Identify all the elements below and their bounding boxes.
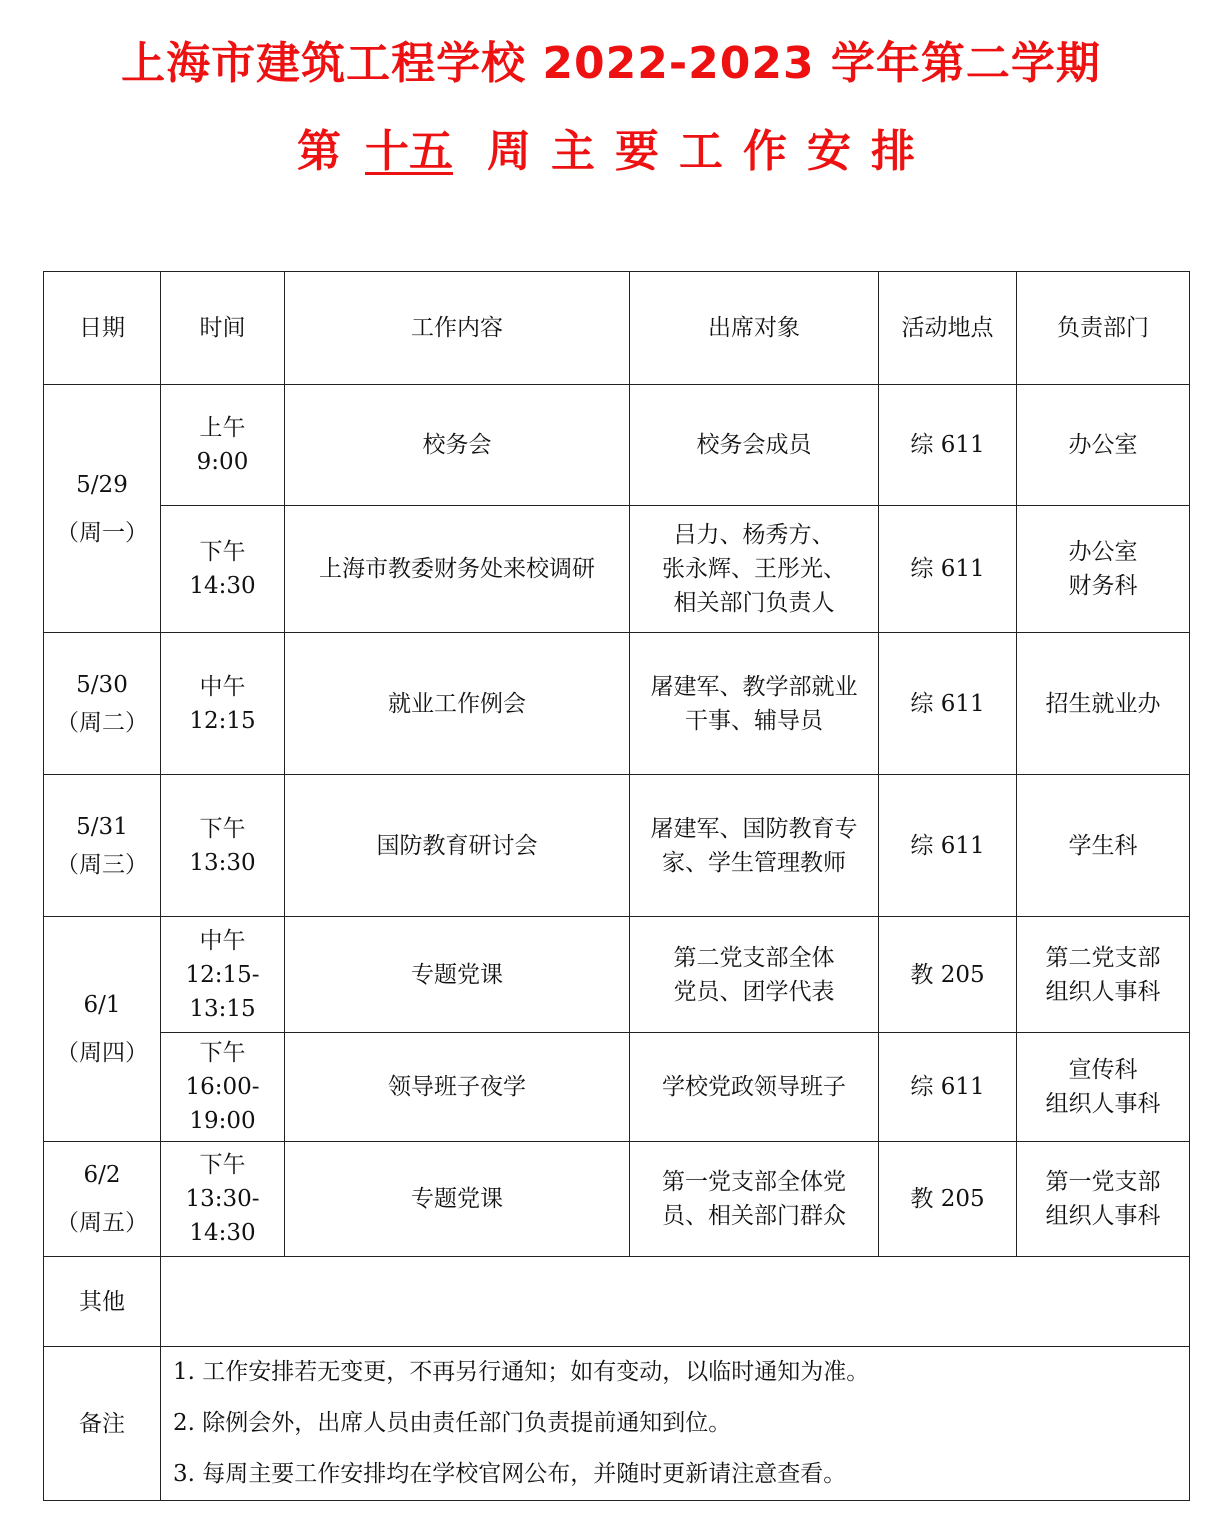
title-char: 排 [871,126,915,177]
dept-line: 组织人事科 [1045,1203,1161,1229]
time-value: 9:00 [196,449,249,475]
time-period: 上午 [199,415,246,441]
attendees-cell [630,506,879,633]
attendee-line: 党员、团学代表 [673,978,835,1005]
attendee-line: 吕力、杨秀方、 [673,522,835,548]
date-text: 6/1 [83,992,121,1018]
dept-line: 招生就业办 [1045,690,1161,717]
header-location: 活动地点 [879,272,1017,385]
date-cell [44,633,161,775]
title-char: 工 [679,126,723,177]
note-item: 1. 工作安排若无变更，不再另行通知；如有变动，以临时通知为准。 [173,1359,870,1385]
attendee-line: 第一党支部全体党 [662,1169,846,1195]
dept-cell [1017,1142,1190,1257]
time-value: 13:30- [185,1186,260,1212]
time-period: 中午 [199,673,246,700]
content-cell: 国防教育研讨会 [285,775,630,917]
attendee-line: 校务会成员 [696,432,812,458]
dept-cell [1017,917,1190,1033]
location-cell: 综 611 [879,775,1017,917]
header-attendees: 出席对象 [630,272,879,385]
header-time: 时间 [161,272,285,385]
attendees-cell [630,1142,879,1257]
time-period: 下午 [199,1040,246,1066]
time-period: 下午 [199,815,246,842]
other-row [44,1257,1190,1347]
time-value: 12:15- [185,961,260,988]
time-cell [161,385,285,506]
date-text: 6/2 [83,1162,121,1188]
week-prefix: 第 [297,126,341,177]
time-period: 中午 [199,927,246,954]
dept-line: 学生科 [1068,832,1138,859]
attendee-line: 干事、辅导员 [685,707,823,734]
dept-cell [1017,633,1190,775]
table-row [44,917,1190,1033]
week-title [0,122,1222,182]
weekday-text: （周四） [56,1040,148,1066]
location-cell: 综 611 [879,1033,1017,1142]
time-cell [161,775,285,917]
notes-row [44,1347,1190,1501]
time-cell [161,1142,285,1257]
attendees-cell [630,775,879,917]
table-row [44,1142,1190,1257]
content-cell: 上海市教委财务处来校调研 [285,506,630,633]
notes-content [161,1347,1190,1501]
date-text: 5/31 [76,813,128,840]
attendees-cell [630,633,879,775]
other-content [161,1257,1190,1347]
attendees-cell [630,917,879,1033]
attendees-cell [630,385,879,506]
week-number: 十五 [365,126,453,177]
notes-label: 备注 [44,1347,161,1501]
date-text: 5/30 [76,671,128,698]
content-cell: 专题党课 [285,1142,630,1257]
table-row [44,775,1190,917]
title-char: 主 [551,126,595,177]
attendee-line: 相关部门负责人 [673,590,835,616]
time-cell [161,1033,285,1142]
date-cell [44,775,161,917]
table-row [44,385,1190,506]
header-row [44,272,1190,385]
time-period: 下午 [199,1152,246,1178]
time-value: 16:00- [185,1074,260,1100]
dept-line: 办公室 [1068,539,1138,565]
attendees-cell [630,1033,879,1142]
dept-cell [1017,1033,1190,1142]
time-cell [161,633,285,775]
content-cell: 专题党课 [285,917,630,1033]
time-value: 19:00 [189,1108,256,1134]
table-row [44,1033,1190,1142]
dept-line: 组织人事科 [1045,1091,1161,1117]
title-char: 作 [743,126,787,177]
header-date: 日期 [44,272,161,385]
content-cell: 就业工作例会 [285,633,630,775]
time-cell [161,917,285,1033]
dept-cell [1017,506,1190,633]
date-cell [44,1142,161,1257]
dept-line: 宣传科 [1068,1057,1138,1083]
weekday-text: （周一） [56,519,148,546]
time-value: 13:15 [189,995,256,1022]
header-dept: 负责部门 [1017,272,1190,385]
time-value: 13:30 [189,849,256,876]
date-text: 5/29 [76,471,128,498]
dept-line: 办公室 [1068,432,1138,458]
dept-line: 财务科 [1068,573,1138,599]
other-label: 其他 [44,1257,161,1347]
attendee-line: 屠建军、国防教育专 [650,815,858,842]
attendee-line: 员、相关部门群众 [662,1203,846,1229]
dept-line: 组织人事科 [1045,978,1161,1005]
time-value: 12:15 [189,707,256,734]
location-cell: 综 611 [879,633,1017,775]
attendee-line: 学校党政领导班子 [662,1074,846,1100]
document-title: 上海市建筑工程学校 2022-2023 学年第二学期 [121,38,1101,89]
attendee-line: 屠建军、教学部就业 [650,673,858,700]
note-item: 2. 除例会外，出席人员由责任部门负责提前通知到位。 [173,1410,732,1436]
time-cell [161,506,285,633]
title-char: 要 [615,126,659,177]
schedule-table [43,271,1190,1501]
dept-cell [1017,385,1190,506]
table-row [44,633,1190,775]
location-cell: 综 611 [879,506,1017,633]
attendee-line: 张永辉、王彤光、 [662,556,846,582]
date-cell [44,385,161,633]
weekday-text: （周五） [56,1210,148,1236]
location-cell: 教 205 [879,1142,1017,1257]
weekday-text: （周三） [56,851,148,878]
note-item: 3. 每周主要工作安排均在学校官网公布，并随时更新请注意查看。 [173,1461,847,1487]
date-cell [44,917,161,1142]
weekday-text: （周二） [56,709,148,736]
content-cell: 领导班子夜学 [285,1033,630,1142]
attendee-line: 家、学生管理教师 [662,849,846,876]
location-cell: 教 205 [879,917,1017,1033]
content-cell: 校务会 [285,385,630,506]
time-period: 下午 [199,539,246,565]
dept-line: 第二党支部 [1045,944,1161,971]
title-char: 安 [807,126,851,177]
attendee-line: 第二党支部全体 [673,944,835,971]
table-row [44,506,1190,633]
dept-cell [1017,775,1190,917]
dept-line: 第一党支部 [1045,1169,1161,1195]
time-value: 14:30 [189,573,256,599]
title-char: 周 [487,126,531,177]
time-value: 14:30 [189,1220,256,1246]
header-content: 工作内容 [285,272,630,385]
location-cell: 综 611 [879,385,1017,506]
